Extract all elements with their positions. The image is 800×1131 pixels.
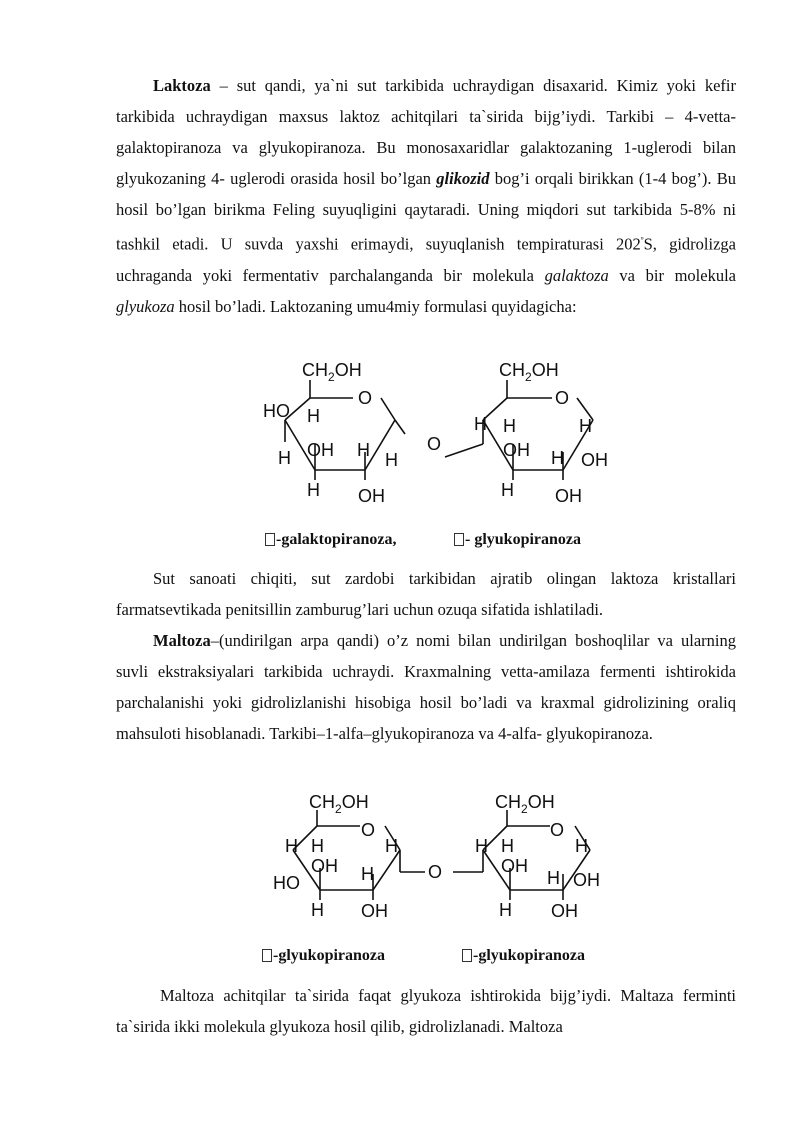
svg-text:OH: OH bbox=[307, 440, 334, 460]
svg-text:H: H bbox=[547, 868, 560, 888]
svg-text:H: H bbox=[475, 836, 488, 856]
svg-text:OH: OH bbox=[581, 450, 608, 470]
svg-text:H: H bbox=[361, 864, 374, 884]
galactose-term: galaktoza bbox=[544, 265, 609, 285]
svg-text:OH: OH bbox=[503, 440, 530, 460]
svg-text:OH: OH bbox=[555, 486, 582, 506]
maltose-structure-diagram bbox=[255, 790, 625, 925]
lactose-paragraph bbox=[116, 70, 736, 322]
svg-text:H: H bbox=[474, 414, 487, 434]
lactose-term: Laktoza bbox=[153, 76, 211, 95]
svg-text:H: H bbox=[278, 448, 291, 468]
missing-glyph-box bbox=[462, 949, 472, 962]
svg-text:H: H bbox=[307, 406, 320, 426]
lactose-text-3: S, gidrolizga uchraganda yoki fermentativ parchalanganda bir molekula bbox=[116, 234, 736, 285]
svg-text:O: O bbox=[550, 820, 565, 840]
maltose-term: Maltoza bbox=[153, 631, 211, 650]
lactose-caption-right: - glyukopiranoza bbox=[454, 531, 581, 549]
lactose-text-4: va bir molekula bbox=[608, 265, 736, 285]
whey-paragraph: Sut sanoati chiqiti, sut zardobi tarkibidan ajratib olingan laktoza kristallari farmatsevtikada penitsillin zamburug’lari uchun ozuqa sifatida ishlatiladi. bbox=[116, 569, 736, 619]
svg-text:O: O bbox=[428, 862, 443, 882]
svg-text:O: O bbox=[427, 434, 442, 454]
svg-text:CH2OH: $CH_2OH$ bbox=[302, 362, 362, 384]
svg-text:H: H bbox=[579, 416, 592, 436]
maltase-paragraph: Maltoza achitqilar ta`sirida faqat glyukoza ishtirokida bijg’iydi. Maltaza ferminti ta`sirida ikki molekula glyukoza hosil qilib, gidrolizlanadi. Maltoza bbox=[116, 986, 736, 1036]
svg-text:CH2OH: $CH_2OH$ bbox=[499, 362, 559, 384]
missing-glyph-box bbox=[265, 533, 275, 546]
glucose-term: glyukoza bbox=[116, 296, 175, 316]
svg-text:OH: OH bbox=[573, 870, 600, 890]
svg-text:OH: OH bbox=[311, 856, 338, 876]
svg-text:OH: OH bbox=[361, 901, 388, 921]
svg-text:H: H bbox=[551, 448, 564, 468]
svg-text:H: H bbox=[307, 480, 320, 500]
svg-text:H: H bbox=[357, 440, 370, 460]
svg-text:H: H bbox=[311, 900, 324, 920]
svg-text:CH2OH: $CH_2OH$ bbox=[495, 792, 555, 816]
missing-glyph-box bbox=[262, 949, 272, 962]
svg-text:H: H bbox=[285, 836, 298, 856]
svg-text:HO: HO bbox=[263, 401, 290, 421]
svg-text:H: H bbox=[385, 450, 398, 470]
svg-text:H: H bbox=[575, 836, 588, 856]
lactose-text-1: – sut qandi, ya`ni sut tarkibida uchraydigan disaxarid. Kimiz yoki kefir tarkibida uchraydigan maxsus laktoz achitqilari ta`sirida bijg’iydi. Tarkibi – 4-vetta-galaktopiranoza va glyukopiranoza. Bu monosaxaridlar galaktozaning 1-uglerodi bilan glyukozaning 4- uglerodi orasida hosil bo’lgan bbox=[116, 76, 736, 188]
svg-text:OH: OH bbox=[358, 486, 385, 506]
svg-text:OH: OH bbox=[501, 856, 528, 876]
maltose-caption-left: -glyukopiranoza bbox=[262, 947, 385, 965]
svg-text:O: O bbox=[361, 820, 376, 840]
svg-text:O: O bbox=[555, 388, 570, 408]
svg-text:OH: OH bbox=[551, 901, 578, 921]
svg-text:H: H bbox=[501, 480, 514, 500]
maltose-caption-right: -glyukopiranoza bbox=[462, 947, 585, 965]
maltose-paragraph bbox=[116, 625, 736, 749]
svg-text:HO: HO bbox=[273, 873, 300, 893]
glycoside-term: glikozid bbox=[436, 169, 490, 188]
svg-text:H: H bbox=[385, 836, 398, 856]
svg-text:O: O bbox=[358, 388, 373, 408]
maltose-text: –(undirilgan arpa qandi) o’z nomi bilan undirilgan boshoqlilar va ularning suvli ekstraksiyalari tarkibida uchraydi. Kraxmalning vetta-amilaza fermenti ishtirokida parchalanishi yoki gidrolizlanishi hisobiga hosil bo’ladi va kraxmal gidrolizining oraliq mahsuloti hisoblanadi. Tarkibi–1-alfa–glyukopiranoza va 4-alfa- glyukopiranoza. bbox=[116, 631, 736, 743]
lactose-text-5: hosil bo’ladi. Laktozaning umu4miy formulasi quyidagicha: bbox=[174, 296, 577, 316]
lactose-text-2: bog’i orqali birikkan (1-4 bog’). Bu hosil bo’lgan birikma Feling suyuqligini qaytaradi. Uning miqdori sut tarkibida 5-8% ni tashkil etadi. U suvda yaxshi erimaydi, suyuqlanish tempiraturasi 202 bbox=[116, 169, 736, 254]
svg-text:H: H bbox=[499, 900, 512, 920]
svg-text:H: H bbox=[503, 416, 516, 436]
svg-text:CH2OH: $CH_2OH$ bbox=[309, 792, 369, 816]
missing-glyph-box bbox=[454, 533, 464, 546]
degree-sign: º bbox=[640, 235, 644, 245]
lactose-caption-left: -galaktopiranoza, bbox=[265, 531, 396, 549]
svg-text:H: H bbox=[311, 836, 324, 856]
svg-text:H: H bbox=[501, 836, 514, 856]
lactose-structure-diagram bbox=[255, 362, 625, 512]
